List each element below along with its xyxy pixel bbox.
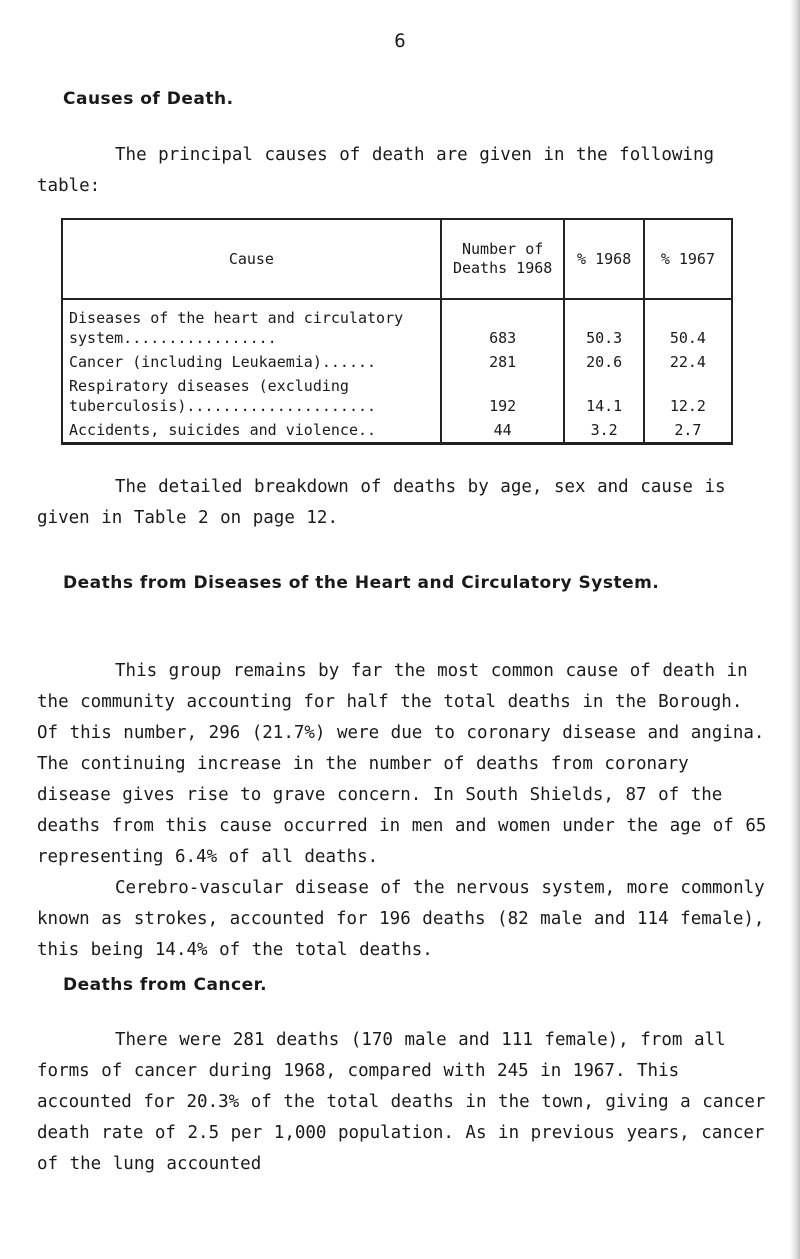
heading-heart-circulatory: Deaths from Diseases of the Heart and Circulatory System. [63, 573, 660, 593]
heart-paragraph-1: This group remains by far the most common cause of death in the community accounting for half the total deaths in the Borough. Of this number, 296 (21.7%) were due to coronary disease and angina. The continuing increase in the number of deaths from coronary disease gives rise to grave concern. In South Shields, 87 of the deaths from this cause occurred in men and women under the age of 65 representing 6.4% of all deaths. [37, 661, 767, 867]
cancer-section-body [37, 1025, 767, 1180]
cell-pct-1968: 50.3 [564, 299, 643, 350]
causes-intro-paragraph [37, 140, 767, 202]
cell-cause: Accidents, suicides and violence.. [62, 418, 441, 444]
cancer-paragraph-1: There were 281 deaths (170 male and 111 female), from all forms of cancer during 1968, compared with 245 in 1967. This accounted for 20.3% of the total deaths in the town, giving a cancer death rate of 2.5 per 1,000 population. As in previous years, cancer of the lung accounted [37, 1030, 766, 1174]
heart-paragraph-2: Cerebro-vascular disease of the nervous system, more commonly known as strokes, accounted for 196 deaths (82 male and 114 female), this being 14.4% of the total deaths. [37, 878, 765, 960]
cell-pct-1967: 22.4 [644, 350, 732, 374]
heading-deaths-from-cancer: Deaths from Cancer. [63, 975, 268, 995]
cell-pct-1968: 14.1 [564, 374, 643, 418]
table-header-row [62, 219, 732, 299]
table-row [62, 350, 732, 374]
table-row [62, 374, 732, 418]
cell-pct-1967: 12.2 [644, 374, 732, 418]
table-row [62, 418, 732, 444]
cell-deaths: 192 [441, 374, 565, 418]
causes-of-death-table [61, 218, 733, 445]
heading-causes-of-death: Causes of Death. [63, 89, 234, 109]
cell-pct-1968: 20.6 [564, 350, 643, 374]
cell-cause: Diseases of the heart and circulatory system................. [62, 299, 441, 350]
cell-deaths: 281 [441, 350, 565, 374]
breakdown-text: The detailed breakdown of deaths by age, sex and cause is given in Table 2 on page 12. [37, 477, 726, 528]
cell-cause: Cancer (including Leukaemia)...... [62, 350, 441, 374]
cell-deaths: 44 [441, 418, 565, 444]
table-row [62, 299, 732, 350]
cell-pct-1967: 50.4 [644, 299, 732, 350]
page-number: 6 [394, 30, 406, 52]
cell-pct-1968: 3.2 [564, 418, 643, 444]
causes-intro-text: The principal causes of death are given in the following table: [37, 145, 715, 196]
breakdown-paragraph [37, 472, 767, 534]
cell-pct-1967: 2.7 [644, 418, 732, 444]
cell-cause: Respiratory diseases (excluding tuberculosis)..................... [62, 374, 441, 418]
header-cause: Cause [62, 219, 441, 299]
header-pct-1967: % 1967 [644, 219, 732, 299]
header-pct-1968: % 1968 [564, 219, 643, 299]
heart-section-body [37, 656, 767, 966]
cell-deaths: 683 [441, 299, 565, 350]
header-deaths: Number of Deaths 1968 [441, 219, 565, 299]
page-edge-shadow [790, 0, 800, 1259]
